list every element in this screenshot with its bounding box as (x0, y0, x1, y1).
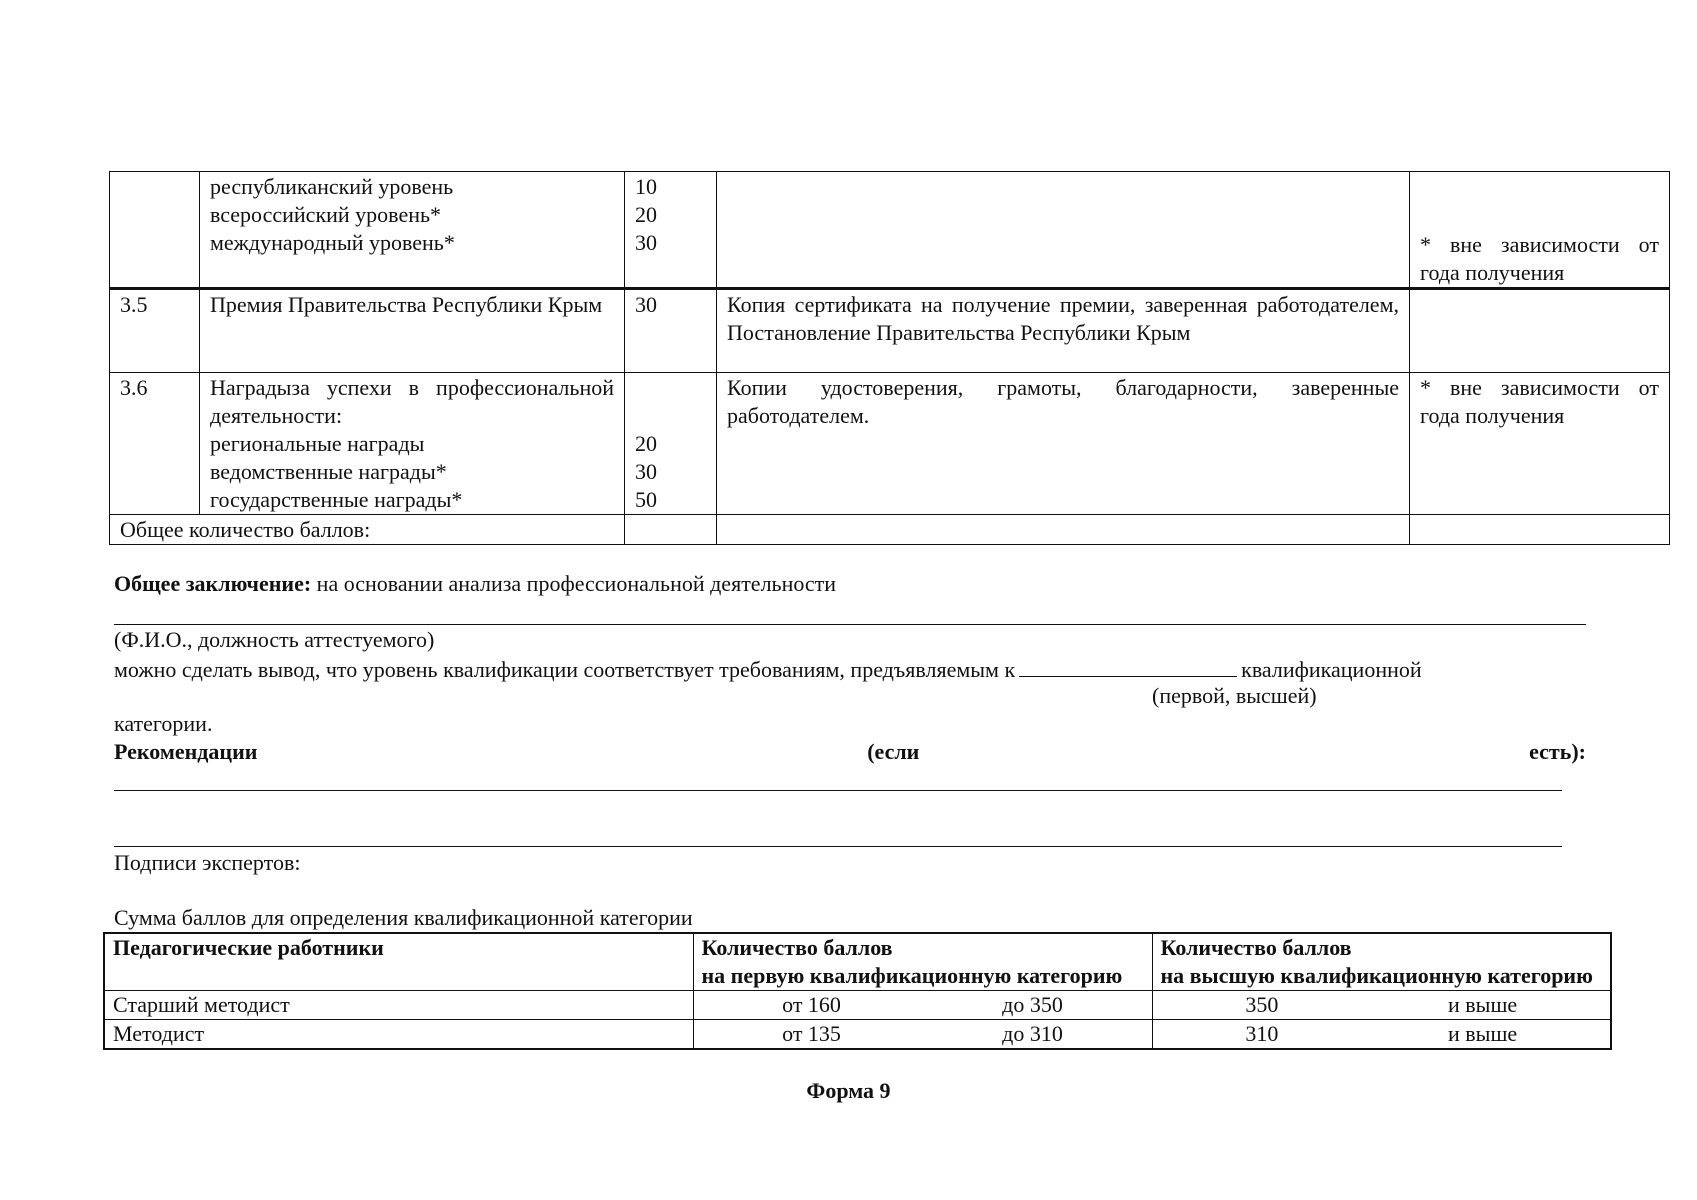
docs-cell (717, 289, 1410, 373)
award-name: Премия Правительства Республики Крым (210, 292, 603, 317)
score-value: 50 (635, 487, 657, 512)
signatures-label: Подписи экспертов: (114, 850, 301, 875)
note-text: * вне зависимости от года получения (1420, 232, 1659, 285)
range-to: до 310 (1002, 1021, 1063, 1046)
note-cell (1410, 373, 1670, 515)
category-blank (1019, 654, 1237, 677)
num-cell: 3.6 (110, 373, 200, 515)
score-value: 20 (635, 431, 657, 456)
recommend-line-2 (114, 846, 1562, 847)
criteria-table (109, 171, 1670, 545)
conclusion-label: Общее заключение: (114, 571, 312, 596)
col-header-text: Педагогические работники (113, 935, 384, 960)
col-header-title: Количество баллов (701, 935, 893, 960)
name-cell (200, 373, 625, 515)
docs-cell (717, 172, 1410, 289)
score-value: 30 (635, 459, 657, 484)
note-text: * вне зависимости от года получения (1420, 375, 1659, 428)
table-row (104, 991, 1611, 1020)
range-to: и выше (1448, 1021, 1518, 1046)
position-name: Методист (104, 1020, 693, 1050)
category-hint: (первой, высшей) (1152, 683, 1317, 708)
total-note (1410, 515, 1670, 545)
conclusion-text: на основании анализа профессиональной деятельности (316, 571, 837, 596)
sum-table-caption: Сумма баллов для определения квалификационной категории (114, 905, 693, 930)
num-cell (110, 172, 200, 289)
level-line: международный уровень* (210, 230, 455, 255)
award-name: Наградыза успехи в профессиональной деятельности: (210, 375, 614, 428)
level-line: ведомственные награды* (210, 459, 447, 484)
recommend-line-1 (114, 790, 1562, 791)
table-row (110, 289, 1670, 373)
col-header-sub: на высшую квалификационную категорию (1160, 963, 1593, 988)
name-cell (200, 289, 625, 373)
score-cell (625, 373, 717, 515)
col-header (693, 933, 1152, 991)
note-cell (1410, 172, 1670, 289)
sum-table (103, 932, 1612, 1050)
table-row (110, 172, 1670, 289)
range-from: 350 (1245, 992, 1279, 1017)
score-value: 20 (635, 202, 657, 227)
table-header-row (104, 933, 1611, 991)
table-row (110, 515, 1670, 545)
score-cell: 30 (625, 289, 717, 373)
conclusion-line-3: категории. (114, 711, 213, 736)
score-value: 30 (635, 230, 657, 255)
total-docs (717, 515, 1410, 545)
recommend-word: есть): (1529, 739, 1586, 764)
score-cell (625, 172, 717, 289)
range-from: 310 (1245, 1021, 1279, 1046)
name-cell (200, 172, 625, 289)
range-to: до 350 (1002, 992, 1063, 1017)
score-value: 10 (635, 174, 657, 199)
docs-cell (717, 373, 1410, 515)
col-header-sub: на первую квалификационную категорию (701, 963, 1123, 988)
fio-line (114, 624, 1586, 625)
col-header-title: Количество баллов (1160, 935, 1352, 960)
level-line: республиканский уровень (210, 174, 454, 199)
col-header (104, 933, 693, 991)
recommendations-line (114, 738, 1586, 766)
form-label: Форма 9 (806, 1078, 891, 1103)
recommend-word: Рекомендации (114, 739, 258, 764)
high-category-range (1152, 991, 1611, 1020)
col-header (1152, 933, 1611, 991)
total-score (625, 515, 717, 545)
docs-text: Копии удостоверения, грамоты, благодарности, заверенные работодателем. (727, 375, 1399, 428)
range-from: от 135 (782, 1021, 841, 1046)
level-line: всероссийский уровень* (210, 202, 442, 227)
table-row (104, 1020, 1611, 1050)
num-cell: 3.5 (110, 289, 200, 373)
conclusion-line-2 (114, 654, 1422, 684)
docs-text: Копия сертификата на получение премии, заверенная работодателем, Постановление Правительства Республики Крым (727, 292, 1399, 345)
total-label: Общее количество баллов: (110, 515, 625, 545)
level-line: государственные награды* (210, 487, 463, 512)
conclusion-text-2: можно сделать вывод, что уровень квалификации соответствует требованиям, предъявляемым к (114, 657, 1016, 682)
conclusion-text-2-end: квалификационной (1241, 657, 1422, 682)
first-category-range (693, 1020, 1152, 1050)
high-category-range (1152, 1020, 1611, 1050)
table-row (110, 373, 1670, 515)
fio-hint: (Ф.И.О., должность аттестуемого) (114, 627, 435, 652)
position-name: Старший методист (104, 991, 693, 1020)
conclusion-line (114, 570, 836, 598)
range-to: и выше (1448, 992, 1518, 1017)
first-category-range (693, 991, 1152, 1020)
range-from: от 160 (782, 992, 841, 1017)
level-line: региональные награды (210, 431, 425, 456)
note-cell (1410, 289, 1670, 373)
recommend-word: (если (867, 739, 920, 764)
